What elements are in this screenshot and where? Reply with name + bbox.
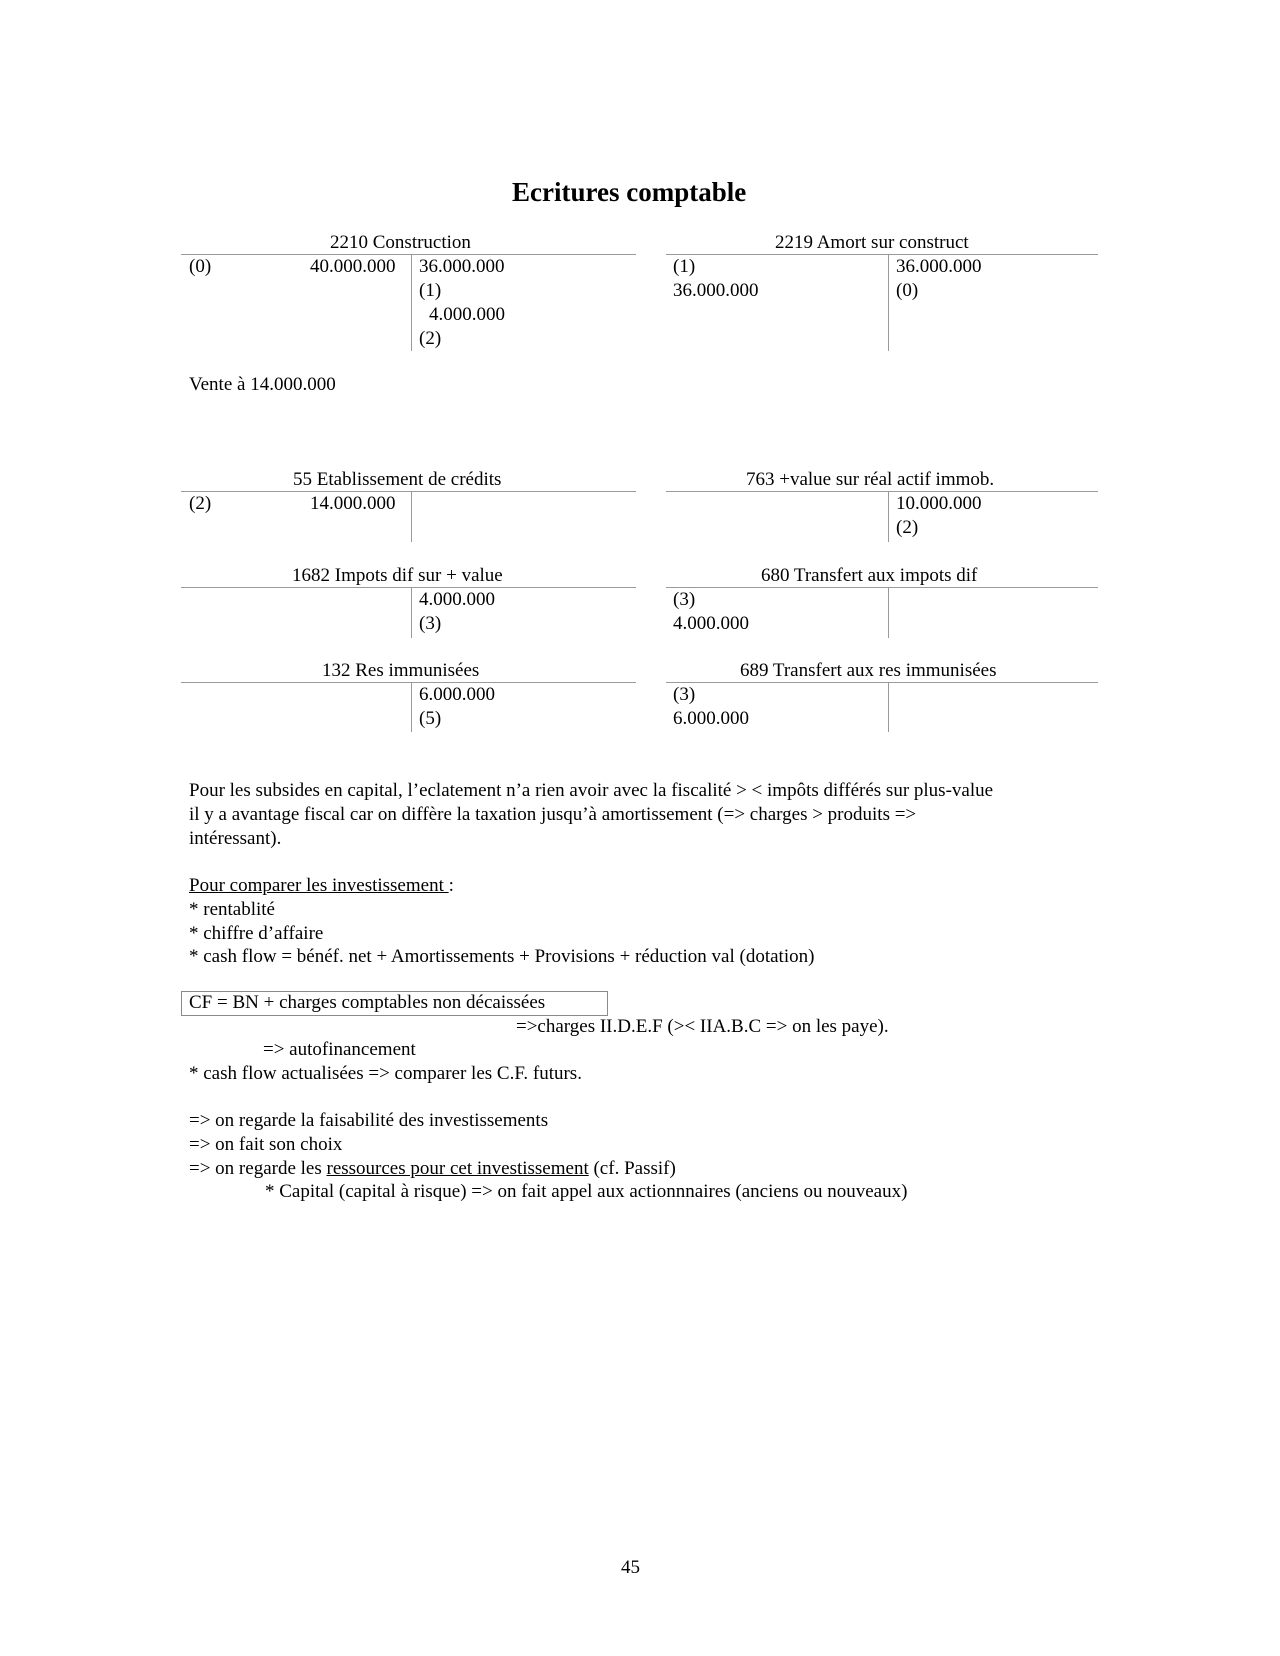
account-1682-credit-ref: (3) (419, 613, 442, 634)
conclusion-line-3-prefix: => on regarde les (189, 1158, 327, 1179)
account-680-name: 680 Transfert aux impots dif (761, 565, 978, 586)
account-1682-name: 1682 Impots dif sur + value (292, 565, 503, 586)
paragraph-line-1: Pour les subsides en capital, l’eclatement n’a rien avoir avec la fiscalité > < impôts différés sur plus-value (189, 780, 994, 801)
account-55-debit-amount: 14.000.000 (310, 493, 396, 514)
page-number: 45 (621, 1557, 640, 1578)
sale-note: Vente à 14.000.000 (189, 374, 336, 395)
account-132-credit-ref: (5) (419, 708, 442, 729)
account-55-rule (181, 491, 636, 492)
account-1682-credit-amount: 4.000.000 (419, 589, 495, 610)
autofinancement-line: => autofinancement (263, 1039, 416, 1060)
compare-heading (189, 875, 454, 897)
account-55-name: 55 Etablissement de crédits (293, 469, 502, 490)
account-2210-debit-amount: 40.000.000 (310, 256, 396, 277)
account-2219-rule (666, 254, 1098, 255)
account-689-rule (666, 682, 1098, 683)
account-763-divider (888, 492, 889, 542)
compare-heading-text: Pour comparer les investissement (189, 875, 449, 896)
account-2210-name: 2210 Construction (330, 232, 471, 253)
conclusion-line-3-suffix: (cf. Passif) (588, 1158, 676, 1179)
account-2219-debit-ref: (1) (673, 256, 696, 277)
account-55-debit-ref: (2) (189, 493, 212, 514)
account-763-name: 763 +value sur réal actif immob. (746, 469, 995, 490)
account-2210-credit-ref-2: (2) (419, 328, 442, 349)
formula-text: CF = BN + charges comptables non décaissées (189, 992, 546, 1013)
account-2210-divider (411, 255, 412, 351)
compare-item-rentablite: * rentablité (189, 899, 275, 920)
compare-item-chiffre: * chiffre d’affaire (189, 923, 324, 944)
conclusion-line-3-underlined: ressources pour cet investissement (326, 1158, 589, 1179)
account-763-credit-amount: 10.000.000 (896, 493, 982, 514)
conclusion-line-1: => on regarde la faisabilité des investissements (189, 1110, 549, 1131)
account-689-debit-amount: 6.000.000 (673, 708, 749, 729)
account-2219-name: 2219 Amort sur construct (775, 232, 969, 253)
account-2219-debit-amount: 36.000.000 (673, 280, 759, 301)
account-680-debit-ref: (3) (673, 589, 696, 610)
account-2210-credit-amount-2: 4.000.000 (429, 304, 505, 325)
account-680-debit-amount: 4.000.000 (673, 613, 749, 634)
account-2210-credit-amount-1: 36.000.000 (419, 256, 505, 277)
account-2219-credit-ref: (0) (896, 280, 919, 301)
account-132-rule (181, 682, 636, 683)
account-680-divider (888, 588, 889, 638)
account-2210-debit-ref: (0) (189, 256, 212, 277)
cash-flow-actualise-line: * cash flow actualisées => comparer les C.F. futurs. (189, 1063, 582, 1084)
capital-line: * Capital (capital à risque) => on fait appel aux actionnnaires (anciens ou nouveaux) (265, 1181, 908, 1202)
conclusion-line-3 (189, 1158, 676, 1180)
account-132-divider (411, 683, 412, 732)
paragraph-line-3: intéressant). (189, 828, 282, 849)
account-1682-rule (181, 587, 636, 588)
account-689-divider (888, 683, 889, 732)
account-689-name: 689 Transfert aux res immunisées (740, 660, 997, 681)
account-132-name: 132 Res immunisées (322, 660, 480, 681)
compare-item-cash-flow: * cash flow = bénéf. net + Amortissements + Provisions + réduction val (dotation) (189, 946, 815, 967)
account-763-credit-ref: (2) (896, 517, 919, 538)
account-2219-divider (888, 255, 889, 351)
conclusion-line-2: => on fait son choix (189, 1134, 343, 1155)
account-132-credit-amount: 6.000.000 (419, 684, 495, 705)
account-2219-credit-amount: 36.000.000 (896, 256, 982, 277)
account-2210-credit-ref-1: (1) (419, 280, 442, 301)
compare-heading-colon: : (448, 875, 454, 896)
paragraph-line-2: il y a avantage fiscal car on diffère la taxation jusqu’à amortissement (=> charges > produits => (189, 804, 917, 825)
page-title: Ecritures comptable (512, 177, 747, 207)
account-689-debit-ref: (3) (673, 684, 696, 705)
charges-line: =>charges II.D.E.F (>< IIA.B.C => on les paye). (516, 1016, 889, 1037)
account-763-rule (666, 491, 1098, 492)
account-680-rule (666, 587, 1098, 588)
account-1682-divider (411, 588, 412, 638)
account-2210-rule (181, 254, 636, 255)
account-55-divider (411, 492, 412, 542)
